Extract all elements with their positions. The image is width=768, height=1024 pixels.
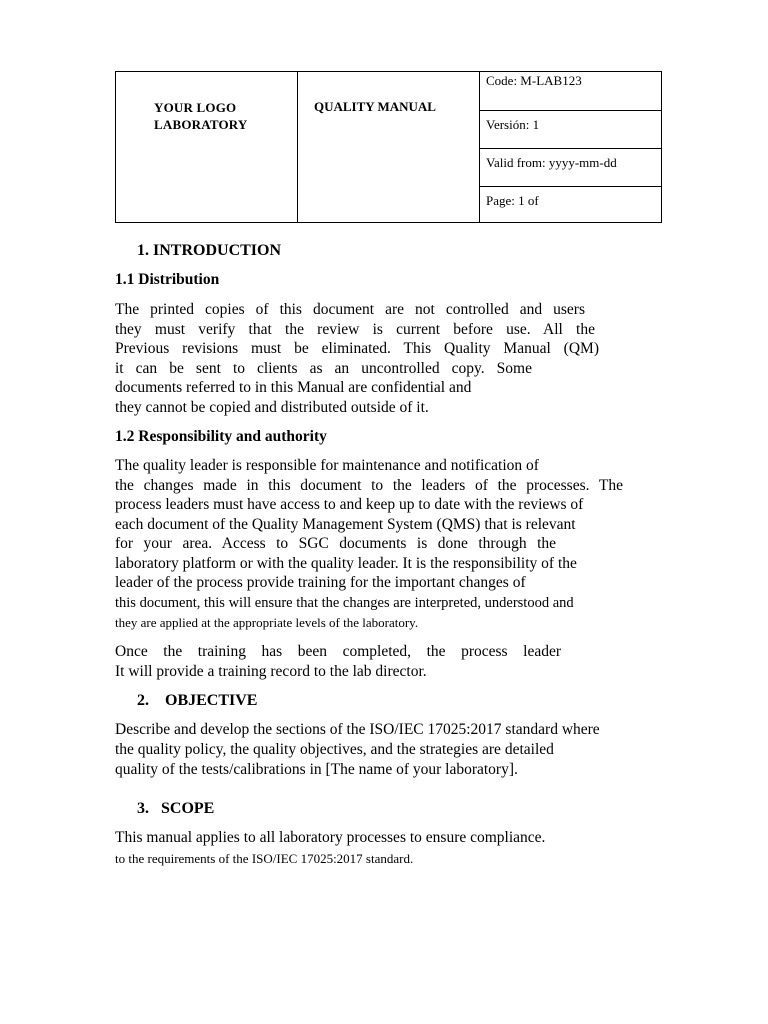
paragraph-line: process leaders must have access to and keep up to date with the reviews of (115, 496, 584, 513)
code-field: Code: M-LAB123 (480, 72, 661, 111)
paragraph-line: the changes made in this document to the leaders of the processes. The (115, 477, 623, 494)
paragraph-line: Previous revisions must be eliminated. This Quality Manual (QM) (115, 340, 599, 357)
paragraph-line: to the requirements of the ISO/IEC 17025:2017 standard. (115, 851, 414, 866)
section-3-heading: 3. SCOPE (137, 800, 215, 817)
paragraph-line: they cannot be copied and distributed outside of it. (115, 399, 429, 416)
section-2-heading: 2. OBJECTIVE (137, 692, 258, 709)
document-header-table (115, 71, 662, 223)
logo-line-2: LABORATORY (154, 117, 248, 132)
logo-cell (116, 72, 298, 222)
title-cell (298, 72, 480, 222)
paragraph-line: This manual applies to all laboratory processes to ensure compliance. (115, 829, 546, 846)
paragraph-line: It will provide a training record to the lab director. (115, 663, 427, 680)
paragraph-line: documents referred to in this Manual are confidential and (115, 379, 472, 396)
section-1-2-heading: 1.2 Responsibility and authority (115, 428, 327, 445)
paragraph-line: leader of the process provide training for the important changes of (115, 574, 526, 591)
paragraph-line: The printed copies of this document are not controlled and users (115, 301, 585, 318)
paragraph-line: The quality leader is responsible for maintenance and notification of (115, 457, 539, 474)
paragraph-line: Once the training has been completed, the process leader (115, 643, 561, 660)
paragraph-line: they must verify that the review is current before use. All the (115, 321, 595, 338)
section-1-1-heading: 1.1 Distribution (115, 271, 220, 288)
paragraph-line: it can be sent to clients as an uncontrolled copy. Some (115, 360, 532, 377)
paragraph-line: Describe and develop the sections of the ISO/IEC 17025:2017 standard where (115, 721, 600, 738)
paragraph-line: this document, this will ensure that the changes are interpreted, understood and (115, 595, 574, 611)
paragraph-line: quality of the tests/calibrations in [The name of your laboratory]. (115, 761, 518, 778)
document-title: QUALITY MANUAL (314, 99, 436, 114)
paragraph-line: laboratory platform or with the quality leader. It is the responsibility of the (115, 555, 577, 572)
logo-placeholder (154, 99, 248, 133)
metadata-cell (480, 72, 661, 222)
paragraph-line: they are applied at the appropriate levels of the laboratory. (115, 615, 419, 630)
section-1-heading: 1. INTRODUCTION (137, 242, 282, 259)
page-number-field: Page: 1 of (486, 193, 539, 208)
valid-from-field: Valid from: yyyy-mm-dd (480, 149, 661, 187)
logo-line-1: YOUR LOGO (154, 100, 237, 115)
paragraph-line: for your area. Access to SGC documents is done through the (115, 535, 556, 552)
paragraph-line: each document of the Quality Management System (QMS) that is relevant (115, 516, 576, 533)
version-field: Versión: 1 (480, 111, 661, 149)
paragraph-line: the quality policy, the quality objectives, and the strategies are detailed (115, 741, 554, 758)
